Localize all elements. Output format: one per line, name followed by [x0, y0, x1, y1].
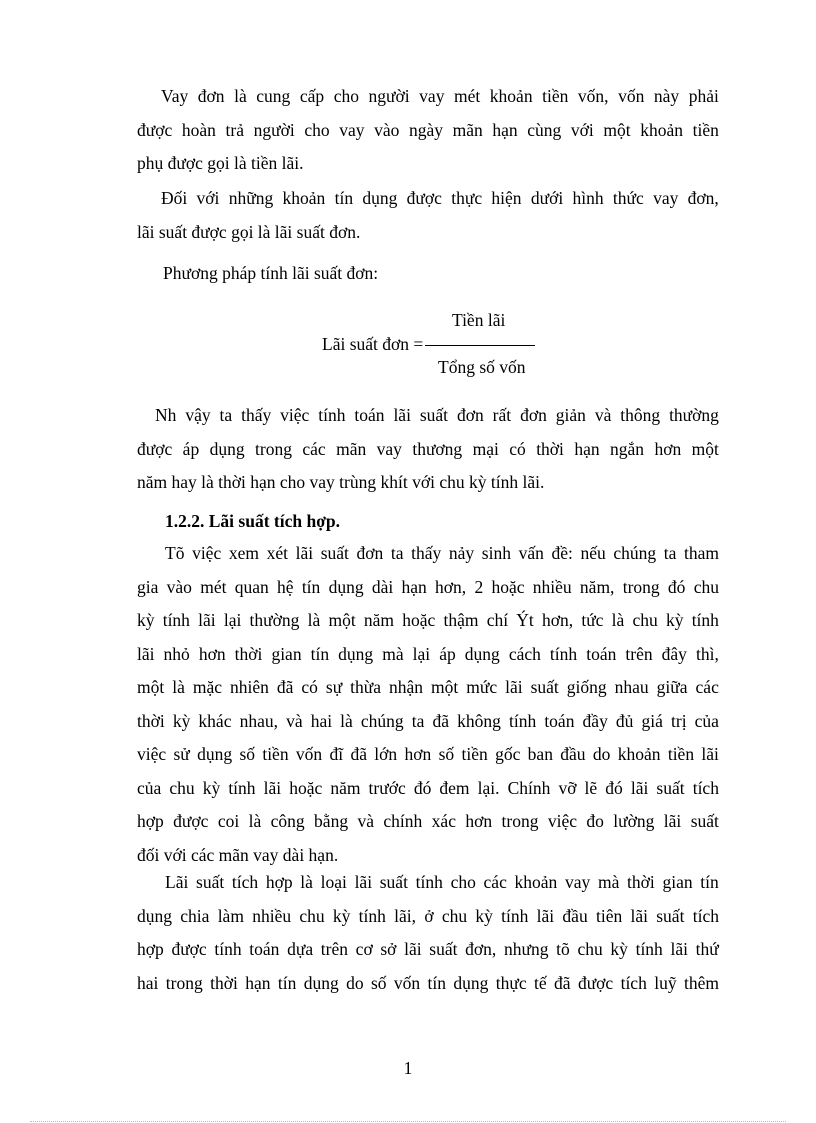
- text-line: của chu kỳ tính lãi hoặc năm trước đó đem lại. Chính vỡ lẽ đó lãi suất tích: [137, 777, 719, 798]
- text-line: lãi nhỏ hơn thời gian tín dụng mà lại áp dụng cách tính toán trên đây thì,: [137, 643, 719, 664]
- text-line: Đối với những khoản tín dụng được thực hiện dưới hình thức vay đơn,: [161, 188, 719, 208]
- text-line: phụ được gọi là tiền lãi.: [137, 153, 304, 173]
- paragraph-5: [137, 537, 719, 872]
- text-line: hợp được tính toán dựa trên cơ sở lãi suất đơn, nhưng tõ chu kỳ tính lãi thứ: [137, 939, 719, 959]
- text-line: gia vào mét quan hệ tín dụng dài hạn hơn, 2 hoặc nhiều năm, trong đó chu: [137, 576, 719, 597]
- text-line: Lãi suất tích hợp là loại lãi suất tính cho các khoản vay mà thời gian tín: [165, 872, 719, 892]
- text-line: Vay đơn là cung cấp cho người vay mét khoản tiền vốn, vốn này phải: [161, 86, 719, 106]
- paragraph-6: [137, 866, 719, 1000]
- text-line: thời kỳ khác nhau, và hai là chúng ta đã không tính toán đầy đủ giá trị của: [137, 710, 719, 731]
- text-line: đối với các mãn vay dài hạn.: [137, 844, 339, 865]
- text-line: năm hay là thời hạn cho vay trùng khít với chu kỳ tính lãi.: [137, 472, 545, 492]
- paragraph-3: [163, 257, 723, 291]
- text-line: hợp được coi là công bằng và chính xác hơn trong việc đo lường lãi suất: [137, 811, 719, 831]
- paragraph-1: [137, 80, 719, 181]
- formula-label: Lãi suất đơn =: [322, 334, 424, 354]
- formula-numerator: Tiền lãi: [452, 310, 506, 330]
- page-number: 1: [403, 1058, 413, 1078]
- text-line: việc sử dụng số tiền vốn đĩ đã lớn hơn số tiền gốc ban đầu do khoản tiền lãi: [137, 744, 719, 764]
- text-line: Nh vậy ta thấy việc tính toán lãi suất đơn rất đơn giản và thông thường: [155, 405, 719, 425]
- formula-denominator: Tổng số vốn: [438, 357, 526, 377]
- text-line: kỳ tính lãi lại thường là một năm hoặc thậm chí Ýt hơn, tức là chu kỳ tính: [137, 610, 719, 630]
- text-line: Tõ việc xem xét lãi suất đơn ta thấy nảy sinh vấn đề: nếu chúng ta tham: [165, 543, 719, 563]
- text-line: được áp dụng trong các mãn vay thương mại có thời hạn ngắn hơn một: [137, 438, 719, 459]
- paragraph-4: [137, 399, 719, 500]
- text-line: được hoàn trả người cho vay vào ngày mãn hạn cùng với một khoản tiền: [137, 119, 719, 140]
- text-line: dụng chia làm nhiều chu kỳ tính lãi, ở chu kỳ tính lãi đầu tiên lãi suất tích: [137, 905, 719, 926]
- text-line: hai trong thời hạn tín dụng do số vốn tín dụng thực tế đã được tích luỹ thêm: [137, 972, 719, 993]
- section-heading: 1.2.2. Lãi suất tích hợp.: [165, 511, 340, 531]
- fraction-bar: [425, 345, 535, 346]
- text-line: Phương pháp tính lãi suất đơn:: [163, 263, 379, 283]
- text-line: lãi suất được gọi là lãi suất đơn.: [137, 221, 361, 242]
- text-line: một là mặc nhiên đã có sự thừa nhận một mức lãi suất giống nhau giữa các: [137, 677, 719, 697]
- page-bottom-divider: [30, 1121, 786, 1122]
- paragraph-2: [137, 182, 719, 249]
